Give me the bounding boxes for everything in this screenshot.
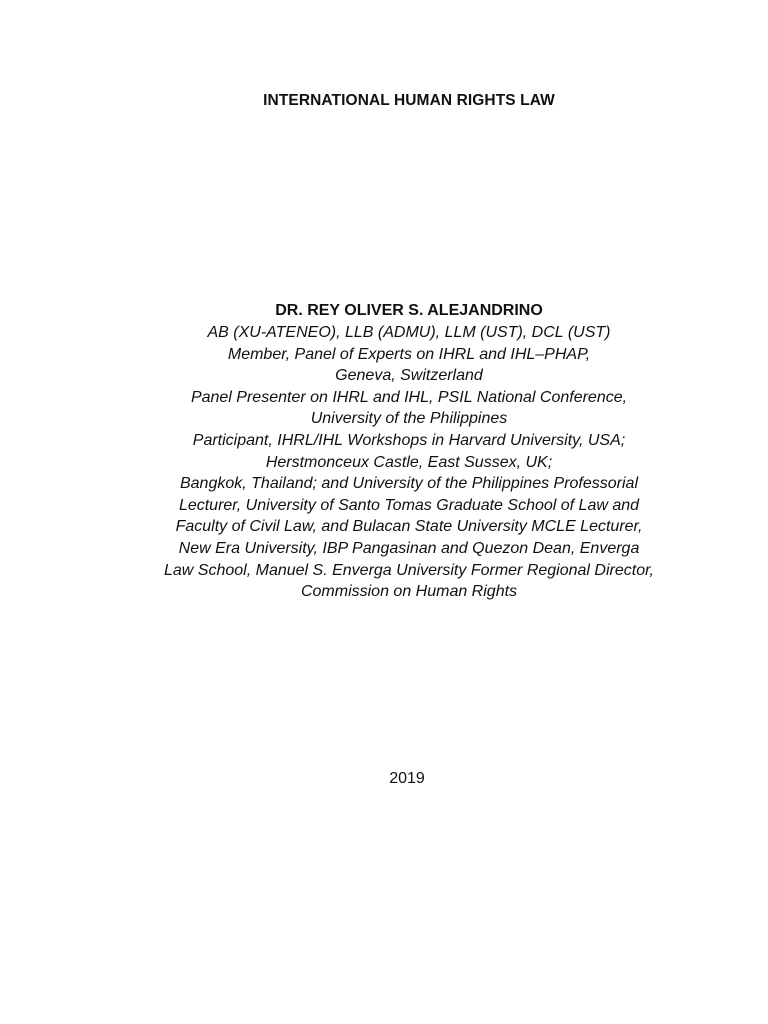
credential-line: Faculty of Civil Law, and Bulacan State University MCLE Lecturer,	[175, 518, 643, 536]
author-block	[0, 300, 768, 603]
author-credentials	[0, 322, 768, 603]
credential-line: Bangkok, Thailand; and University of the Philippines Professorial	[179, 475, 639, 493]
credential-line: Law School, Manuel S. Enverga University Former Regional Director,	[164, 561, 654, 579]
credential-line: Commission on Human Rights	[300, 583, 518, 601]
credential-line: Panel Presenter on IHRL and IHL, PSIL National Conference,	[190, 388, 628, 406]
document-title: INTERNATIONAL HUMAN RIGHTS LAW	[263, 92, 555, 109]
publication-year: 2019	[389, 770, 425, 787]
credential-line: AB (XU-ATENEO), LLB (ADMU), LLM (UST), DCL (UST)	[207, 324, 611, 341]
author-name: DR. REY OLIVER S. ALEJANDRINO	[275, 302, 543, 319]
credential-line: Geneva, Switzerland	[335, 367, 483, 385]
credential-line: University of the Philippines	[310, 410, 508, 428]
credential-line: Member, Panel of Experts on IHRL and IHL–PHAP,	[227, 345, 591, 363]
credential-line: New Era University, IBP Pangasinan and Quezon Dean, Enverga	[178, 539, 640, 557]
credential-line: Participant, IHRL/IHL Workshops in Harvard University, USA;	[192, 431, 626, 449]
credential-line: Lecturer, University of Santo Tomas Graduate School of Law and	[178, 496, 640, 514]
credential-line: Herstmonceux Castle, East Sussex, UK;	[265, 453, 553, 471]
